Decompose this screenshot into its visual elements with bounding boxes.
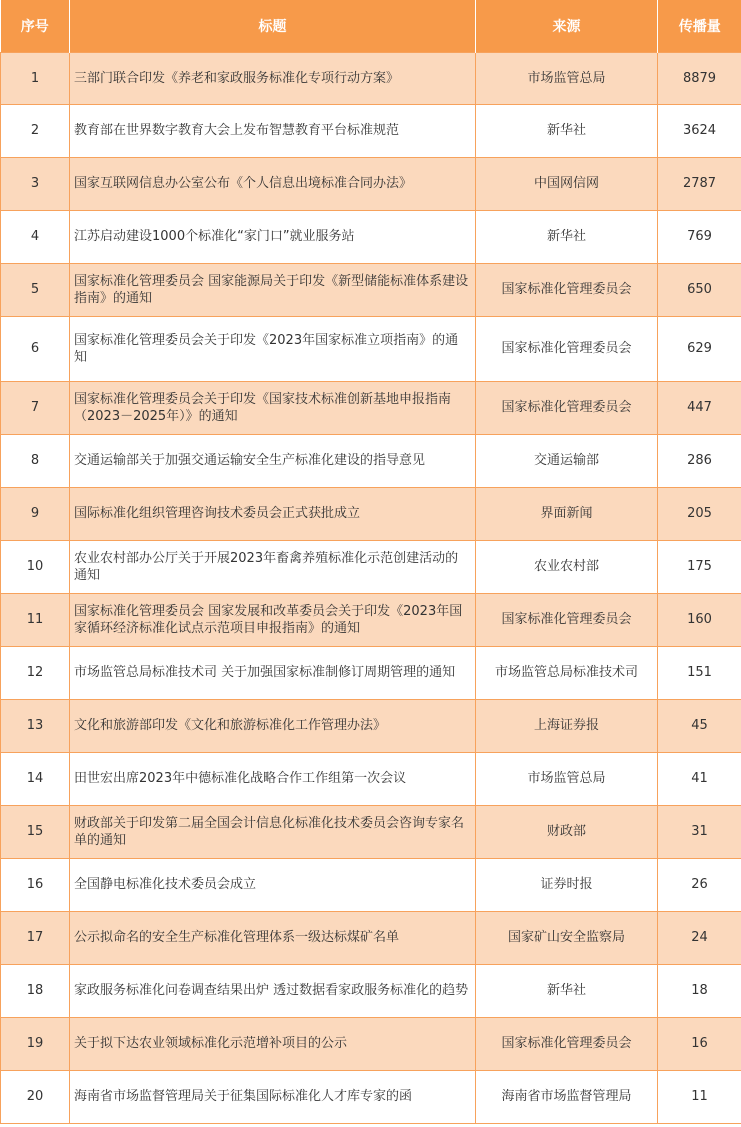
row-source: 农业农村部	[476, 540, 658, 593]
row-title: 家政服务标准化问卷调查结果出炉 透过数据看家政服务标准化的趋势	[70, 964, 476, 1017]
row-title: 公示拟命名的安全生产标准化管理体系一级达标煤矿名单	[70, 911, 476, 964]
row-title: 全国静电标准化技术委员会成立	[70, 858, 476, 911]
row-views: 629	[658, 316, 741, 381]
table-row	[1, 1070, 741, 1123]
row-title: 关于拟下达农业领域标准化示范增补项目的公示	[70, 1017, 476, 1070]
row-index: 2	[1, 104, 70, 157]
table-row	[1, 1017, 741, 1070]
row-views: 18	[658, 964, 741, 1017]
table-row	[1, 752, 741, 805]
row-views: 650	[658, 263, 741, 316]
row-title: 交通运输部关于加强交通运输安全生产标准化建设的指导意见	[70, 434, 476, 487]
row-title: 国际标准化组织管理咨询技术委员会正式获批成立	[70, 487, 476, 540]
table-row	[1, 487, 741, 540]
row-source: 国家标准化管理委员会	[476, 381, 658, 434]
table-row	[1, 911, 741, 964]
row-source: 国家标准化管理委员会	[476, 263, 658, 316]
row-source: 交通运输部	[476, 434, 658, 487]
row-index: 8	[1, 434, 70, 487]
row-source: 海南省市场监督管理局	[476, 1070, 658, 1123]
row-views: 31	[658, 805, 741, 858]
row-views: 286	[658, 434, 741, 487]
row-source: 市场监管总局	[476, 52, 658, 104]
row-title: 田世宏出席2023年中德标准化战略合作工作组第一次会议	[70, 752, 476, 805]
row-views: 3624	[658, 104, 741, 157]
row-source: 证券时报	[476, 858, 658, 911]
row-views: 24	[658, 911, 741, 964]
row-index: 16	[1, 858, 70, 911]
row-source: 新华社	[476, 210, 658, 263]
row-views: 26	[658, 858, 741, 911]
row-title: 江苏启动建设1000个标准化“家门口”就业服务站	[70, 210, 476, 263]
table-row	[1, 104, 741, 157]
row-index: 19	[1, 1017, 70, 1070]
row-index: 3	[1, 157, 70, 210]
table-row	[1, 699, 741, 752]
row-index: 10	[1, 540, 70, 593]
header-title: 标题	[70, 0, 476, 52]
header-source: 来源	[476, 0, 658, 52]
row-index: 4	[1, 210, 70, 263]
row-views: 160	[658, 593, 741, 646]
header-views: 传播量	[658, 0, 741, 52]
table-row	[1, 593, 741, 646]
table-body	[1, 52, 741, 1123]
row-index: 13	[1, 699, 70, 752]
row-views: 45	[658, 699, 741, 752]
row-source: 财政部	[476, 805, 658, 858]
row-views: 41	[658, 752, 741, 805]
row-title: 国家标准化管理委员会 国家能源局关于印发《新型储能标准体系建设指南》的通知	[70, 263, 476, 316]
table-row	[1, 52, 741, 104]
row-index: 12	[1, 646, 70, 699]
row-index: 6	[1, 316, 70, 381]
row-index: 11	[1, 593, 70, 646]
table-row	[1, 210, 741, 263]
row-source: 国家标准化管理委员会	[476, 593, 658, 646]
table-row	[1, 434, 741, 487]
row-source: 新华社	[476, 964, 658, 1017]
row-views: 175	[658, 540, 741, 593]
row-views: 151	[658, 646, 741, 699]
row-views: 8879	[658, 52, 741, 104]
row-source: 市场监管总局	[476, 752, 658, 805]
row-source: 上海证券报	[476, 699, 658, 752]
row-index: 17	[1, 911, 70, 964]
row-source: 新华社	[476, 104, 658, 157]
row-source: 界面新闻	[476, 487, 658, 540]
row-index: 20	[1, 1070, 70, 1123]
table-row	[1, 964, 741, 1017]
row-title: 国家标准化管理委员会关于印发《2023年国家标准立项指南》的通知	[70, 316, 476, 381]
row-title: 教育部在世界数字教育大会上发布智慧教育平台标准规范	[70, 104, 476, 157]
row-title: 三部门联合印发《养老和家政服务标准化专项行动方案》	[70, 52, 476, 104]
table-row	[1, 540, 741, 593]
row-title: 市场监管总局标准技术司 关于加强国家标准制修订周期管理的通知	[70, 646, 476, 699]
row-index: 5	[1, 263, 70, 316]
table-row	[1, 263, 741, 316]
row-index: 7	[1, 381, 70, 434]
row-source: 国家标准化管理委员会	[476, 1017, 658, 1070]
row-title: 文化和旅游部印发《文化和旅游标准化工作管理办法》	[70, 699, 476, 752]
table-row	[1, 858, 741, 911]
row-title: 海南省市场监督管理局关于征集国际标准化人才库专家的函	[70, 1070, 476, 1123]
header-row	[1, 0, 741, 52]
table-row	[1, 805, 741, 858]
table-row	[1, 157, 741, 210]
table-row	[1, 646, 741, 699]
row-title: 农业农村部办公厅关于开展2023年畜禽养殖标准化示范创建活动的通知	[70, 540, 476, 593]
row-views: 769	[658, 210, 741, 263]
row-views: 205	[658, 487, 741, 540]
row-index: 1	[1, 52, 70, 104]
row-views: 2787	[658, 157, 741, 210]
row-index: 15	[1, 805, 70, 858]
row-index: 18	[1, 964, 70, 1017]
row-index: 9	[1, 487, 70, 540]
row-source: 国家标准化管理委员会	[476, 316, 658, 381]
row-views: 447	[658, 381, 741, 434]
row-title: 国家互联网信息办公室公布《个人信息出境标准合同办法》	[70, 157, 476, 210]
table-row	[1, 381, 741, 434]
row-title: 国家标准化管理委员会 国家发展和改革委员会关于印发《2023年国家循环经济标准化试点示范项目申报指南》的通知	[70, 593, 476, 646]
row-views: 16	[658, 1017, 741, 1070]
table-row	[1, 316, 741, 381]
row-index: 14	[1, 752, 70, 805]
row-source: 国家矿山安全监察局	[476, 911, 658, 964]
row-views: 11	[658, 1070, 741, 1123]
row-title: 财政部关于印发第二届全国会计信息化标准化技术委员会咨询专家名单的通知	[70, 805, 476, 858]
row-source: 中国网信网	[476, 157, 658, 210]
header-index: 序号	[1, 0, 70, 52]
row-title: 国家标准化管理委员会关于印发《国家技术标准创新基地申报指南（2023－2025年）》的通知	[70, 381, 476, 434]
row-source: 市场监管总局标准技术司	[476, 646, 658, 699]
